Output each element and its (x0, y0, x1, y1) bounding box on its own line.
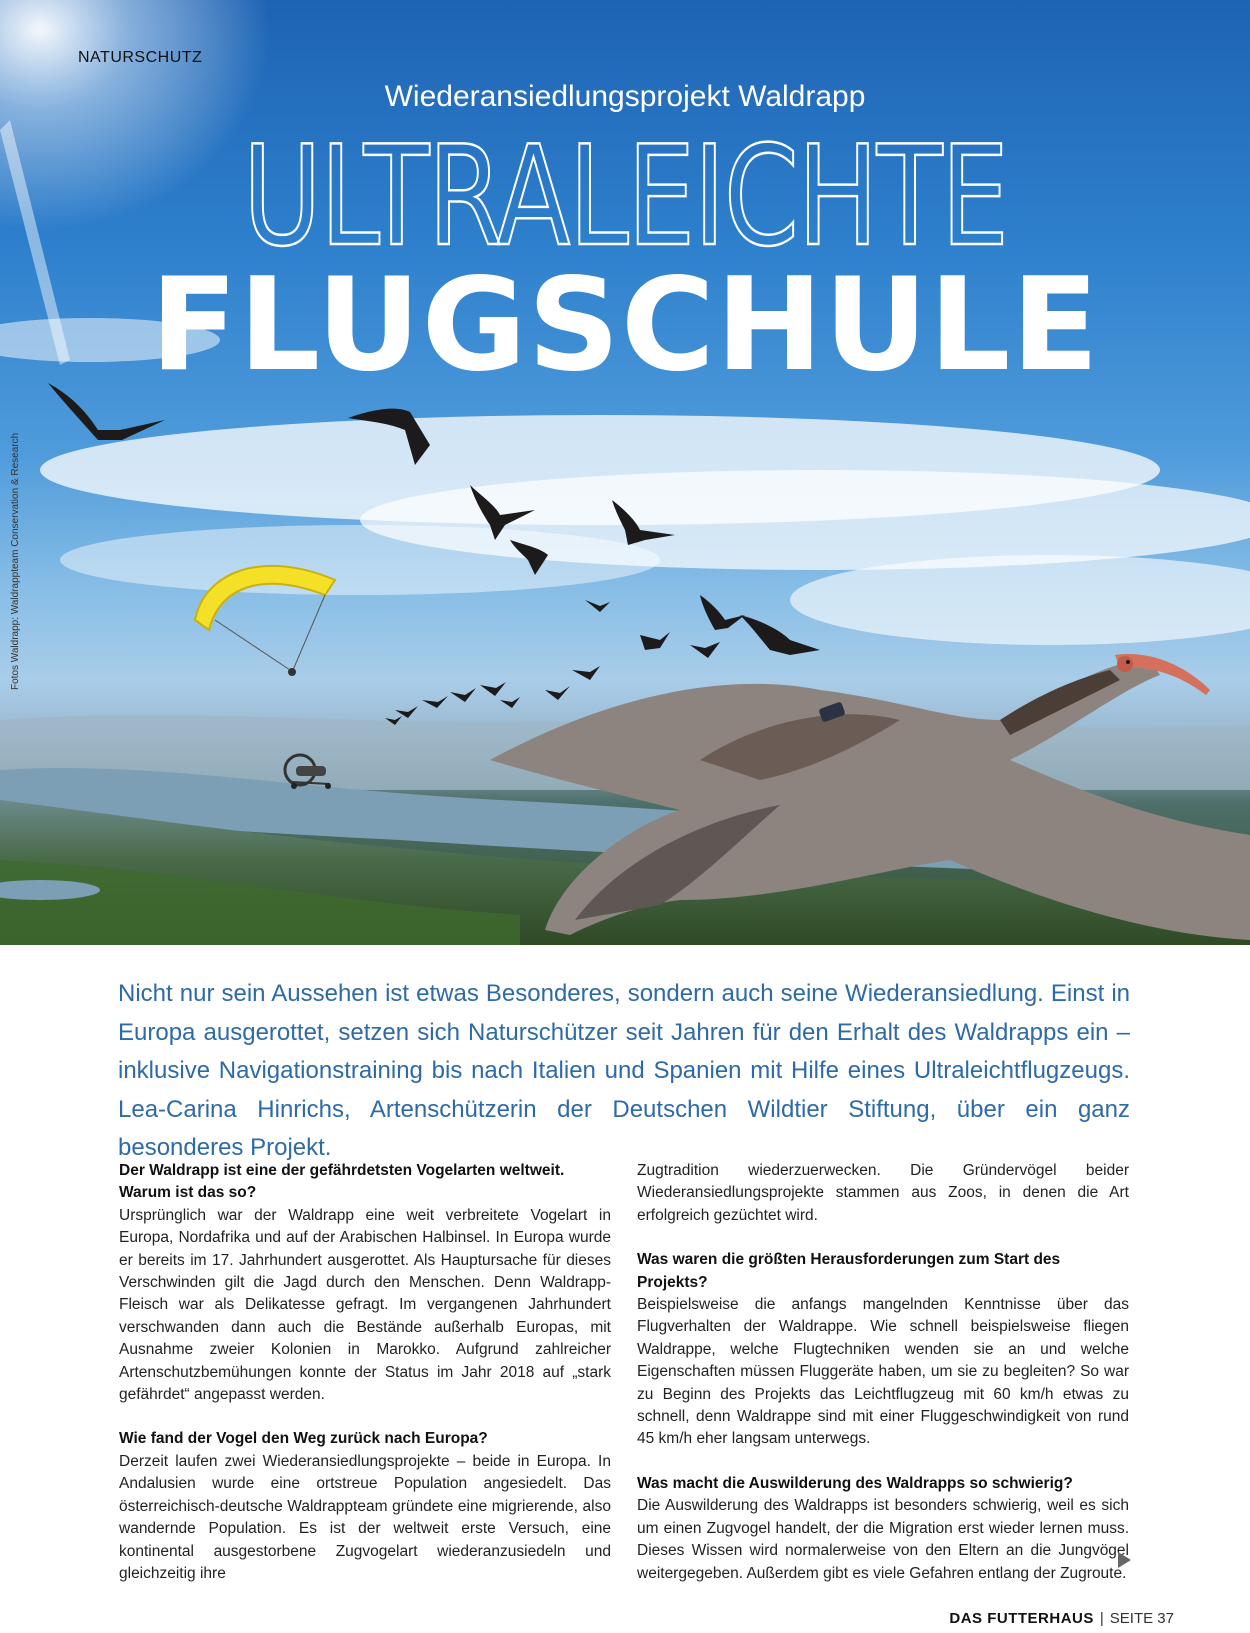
bird (48, 383, 165, 440)
interview-question: Was waren die größten Herausforderungen zum Start des Projekts? (637, 1251, 1061, 1291)
interview-answer: Beispielsweise die anfangs mangelnden Kenntnisse über das Flugverhalten der Waldrappe. Wie schnell beispielsweise fliegen Waldrappe, welche Flugtechniken wenden sie an und welche Eigenschaften müssen Fluggeräte haben, um sie zu begleiten? So war zu Beginn des Projekts das Leichtflugzeug mit 60 km/h etwas zu schnell, denn Waldrappe sind mit einer Fluggeschwindigkeit von rund 45 km/h eher langsam unterwegs. (637, 1296, 1129, 1448)
triangle-right-icon (1118, 1552, 1131, 1568)
bird (450, 688, 476, 702)
column-left (119, 1160, 611, 1585)
bird (700, 595, 745, 630)
bird (572, 666, 600, 680)
bird (500, 697, 520, 708)
bird (640, 632, 670, 650)
interview-answer: Ursprünglich war der Waldrapp eine weit verbreitete Vogelart in Europa, Nordafrika und auf der Arabischen Halbinsel. In Europa wurde er bereits im 17. Jahrhundert ausgerottet. Als Hauptursache für dieses Verschwinden gilt die Jagd durch den Menschen. Denn Waldrapp-Fleisch war als Delikatesse gefragt. Im vergangenen Jahrhundert verschwanden dann auch die Bestände außerhalb Europas, mit Ausnahme zweier Kolonien in Marokko. Aufgrund zahlreicher Artenschutzbemühungen konnte der Status im Jahr 2018 auf „stark gefährdet“ angepasst werden. (119, 1206, 611, 1404)
title-bold: FLUGSCHULE (150, 251, 1100, 400)
interview-answer: Die Auswilderung des Waldrapps ist besonders schwierig, weil es sich um einen Zugvogel handelt, der die Migration erst wieder lernen muss. Dieses Wissen wird normalerweise von den Eltern an die Jungvögel weitergegeben. Außerdem gibt es viele Gefahren entlang der Zugroute. (637, 1497, 1129, 1582)
photo-credit-text: Fotos Waldrapp: Waldrappteam Conservation & Research (10, 432, 21, 690)
bird (422, 696, 448, 708)
interview-question: Der Waldrapp ist eine der gefährdetsten Vogelarten weltweit. Warum ist das so? (119, 1162, 565, 1202)
bird (740, 615, 820, 655)
column-right (637, 1160, 1129, 1585)
interview-question: Was macht die Auswilderung des Waldrapps so schwierig? (637, 1474, 1073, 1492)
title-light-text: ULTRALEICHTE (242, 116, 1008, 277)
interview-question: Wie fand der Vogel den Weg zurück nach Europa? (119, 1430, 488, 1448)
section-label: NATURSCHUTZ (78, 49, 203, 66)
page-number: SEITE 37 (1109, 1610, 1174, 1627)
bird (395, 706, 418, 718)
page-footer (949, 1610, 1174, 1627)
interview-answer: Derzeit laufen zwei Wiederansiedlungsprojekte – beide in Europa. In Andalusien wurde eine ortstreue Population angesiedelt. Das österreichisch-deutsche Waldrappteam gründete eine migrierende, also wandernde Population. Es ist der weltweit erste Versuch, eine kontinental ausgestorbene Zugvogelart wiederanzusiedeln und gleichzeitig ihre (119, 1452, 611, 1582)
lead-paragraph: Nicht nur sein Aussehen ist etwas Besonderes, sondern auch seine Wiederansiedlung. Einst in Europa ausgerottet, setzen sich Naturschützer seit Jahren für den Erhalt des Waldrapps ein – inklusive Navigationstraining bis nach Italien und Spanien mit Hilfe eines Ultraleichtflugzeugs. Lea-Carina Hinrichs, Artenschützerin der Deutschen Wildtier Stiftung, über ein ganz besonderes Projekt. (118, 980, 1130, 1161)
title-light (0, 116, 1250, 277)
footer-brand: DAS FUTTERHAUS (949, 1610, 1094, 1627)
cloud (60, 525, 660, 595)
bird (480, 682, 506, 696)
bird (690, 642, 720, 658)
bird (585, 600, 610, 612)
article-kicker: Wiederansiedlungsprojekt Waldrapp (384, 80, 866, 113)
photo-credit (10, 432, 24, 690)
interview-answer-continued: Zugtradition wiederzuerwecken. Die Gründervögel beider Wiederansiedlungsprojekte stammen aus Zoos, in denen die Art erfolgreich gezüchtet wird. (637, 1162, 1129, 1224)
footer-separator: | (1099, 1610, 1104, 1627)
bird (545, 686, 570, 700)
